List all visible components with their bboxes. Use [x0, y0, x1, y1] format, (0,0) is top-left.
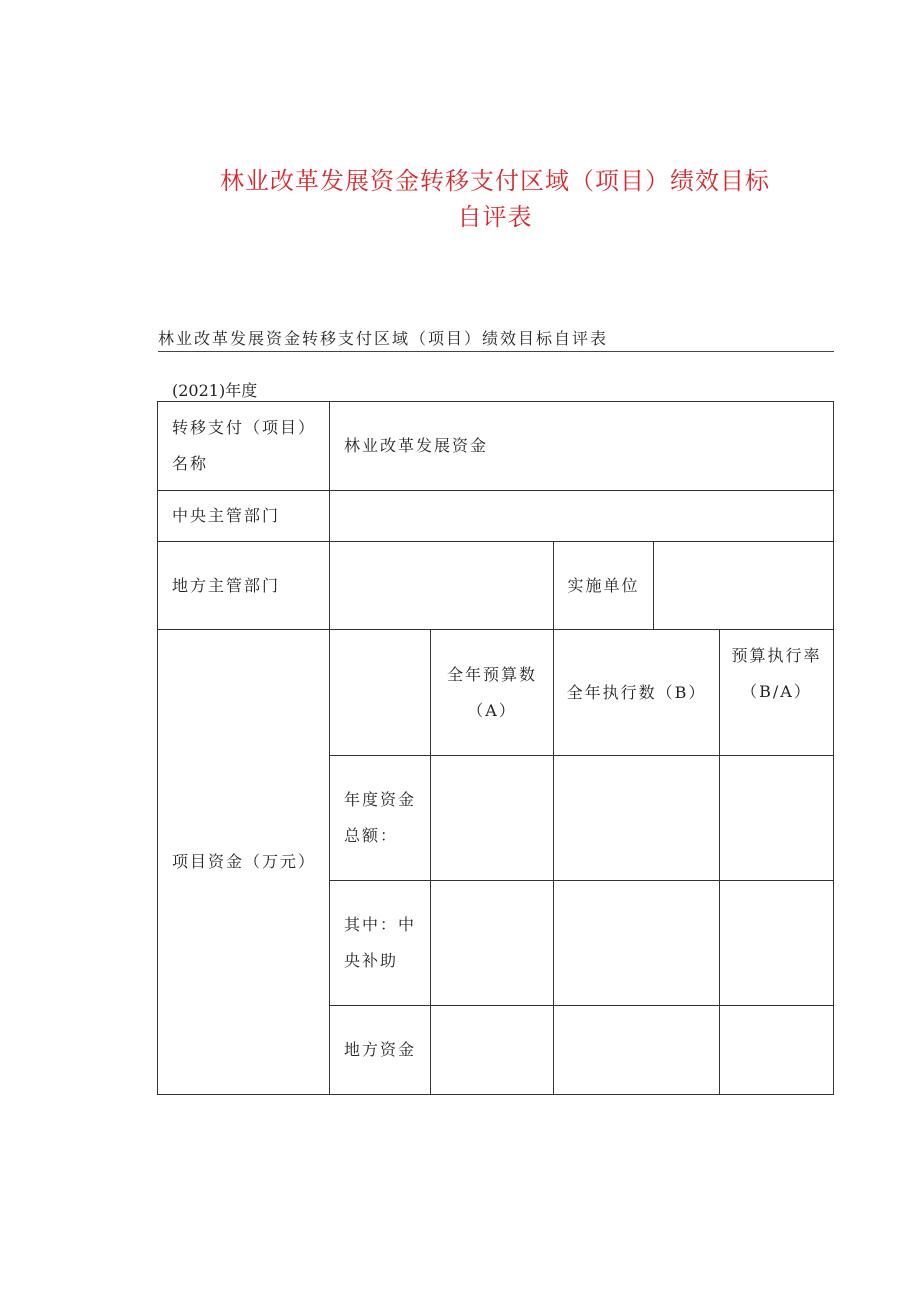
- local-dept-value[interactable]: [330, 542, 554, 630]
- local-dept-label: 地方主管部门: [158, 542, 330, 630]
- header-executed: 全年执行数（B）: [554, 630, 720, 756]
- funds-label: 项目资金（万元）: [158, 630, 330, 1095]
- funds-local-rate[interactable]: [720, 1006, 834, 1095]
- funds-central-budget[interactable]: [431, 881, 554, 1006]
- header-budget: 全年预算数（A）: [431, 630, 554, 756]
- funds-central-rate[interactable]: [720, 881, 834, 1006]
- funds-total-executed[interactable]: [554, 756, 720, 881]
- central-dept-value[interactable]: [330, 491, 834, 542]
- funds-header-blank: [330, 630, 431, 756]
- row-funds-header: [158, 630, 834, 756]
- funds-central-executed[interactable]: [554, 881, 720, 1006]
- document-title-line-1: 林业改革发展资金转移支付区域（项目）绩效目标: [220, 167, 770, 195]
- funds-total-rate[interactable]: [720, 756, 834, 881]
- document-title: [160, 163, 830, 235]
- funds-row-label: 其中：中央补助: [330, 881, 431, 1006]
- funds-total-budget[interactable]: [431, 756, 554, 881]
- header-rate: 预算执行率（B/A）: [720, 630, 834, 756]
- performance-form-table: [157, 401, 834, 1095]
- document-title-line-2: 自评表: [457, 203, 533, 231]
- funds-local-executed[interactable]: [554, 1006, 720, 1095]
- project-name-label: 转移支付（项目）名称: [158, 402, 330, 491]
- row-central-dept: [158, 491, 834, 542]
- row-project-name: [158, 402, 834, 491]
- year-label: (2021)年度: [172, 381, 258, 400]
- funds-row-label: 年度资金总额：: [330, 756, 431, 881]
- central-dept-label: 中央主管部门: [158, 491, 330, 542]
- project-name-value[interactable]: 林业改革发展资金: [330, 402, 834, 491]
- unit-label: 实施单位: [554, 542, 654, 630]
- funds-local-budget[interactable]: [431, 1006, 554, 1095]
- row-local-dept: [158, 542, 834, 630]
- funds-row-label: 地方资金: [330, 1006, 431, 1095]
- form-subtitle: 林业改革发展资金转移支付区域（项目）绩效目标自评表: [158, 326, 834, 352]
- unit-value[interactable]: [654, 542, 834, 630]
